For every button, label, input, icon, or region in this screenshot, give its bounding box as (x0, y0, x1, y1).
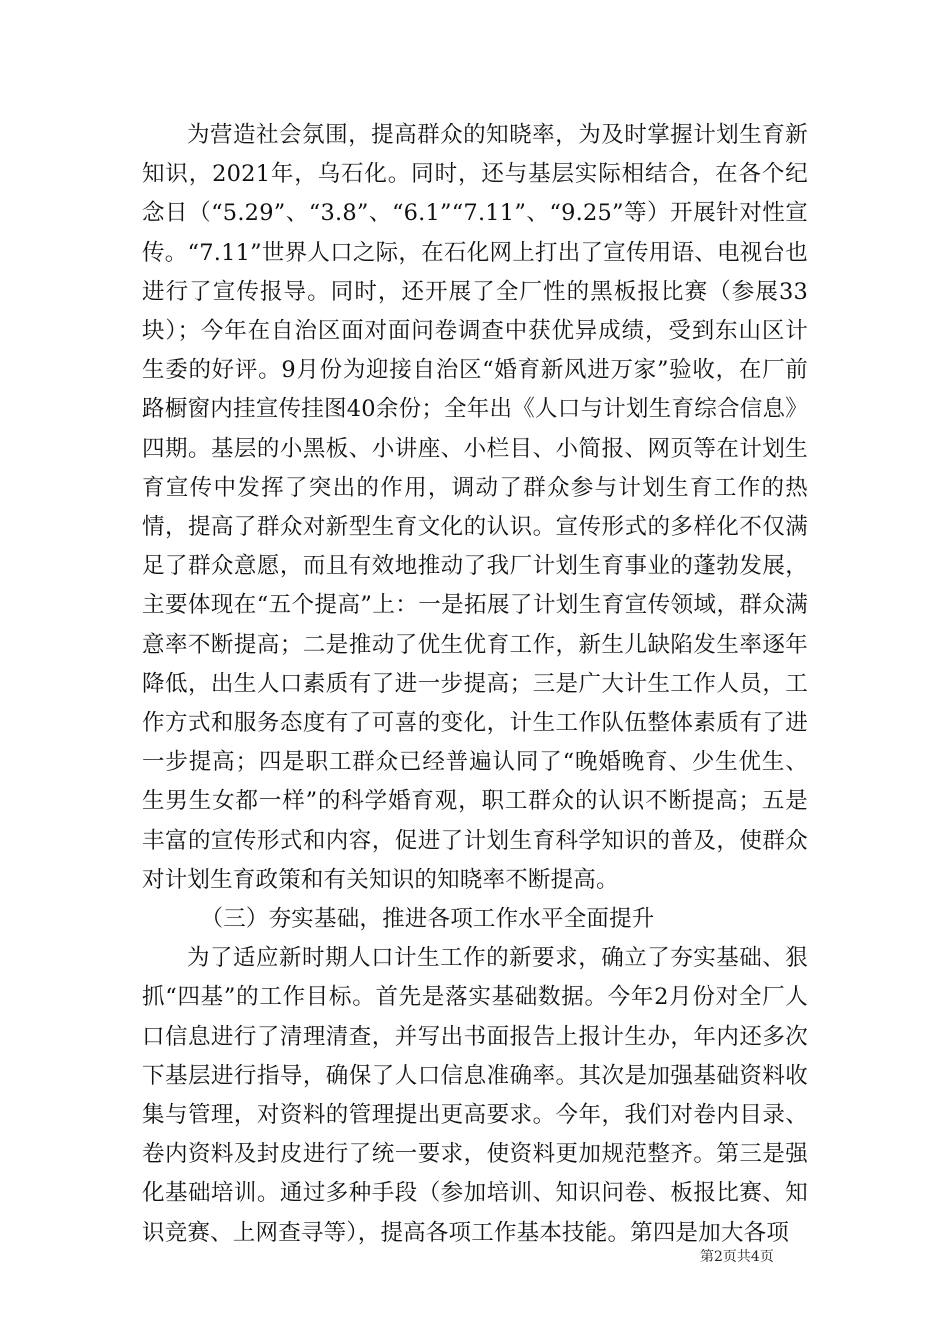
paragraph-foundation: 为了适应新时期人口计生工作的新要求，确立了夯实基础、狠抓“四基”的工作目标。首先是落实基础数据。今年2月份对全厂人口信息进行了清理清查，并写出书面报告上报计生办，年内还多次下基层进行指导，确保了人口信息准确率。其次是加强基础资料收集与管理，对资料的管理提出更高要求。今年，我们对卷内目录、卷内资料及封皮进行了统一要求，使资料更加规范整齐。第三是强化基础培训。通过多种手段（参加培训、知识问卷、板报比赛、知识竞赛、上网查寻等），提高各项工作基本技能。第四是加大各项 (142, 945, 808, 1246)
page-number-footer: 第2页共4页 (700, 1249, 774, 1265)
document-body (142, 116, 808, 1253)
paragraph-propaganda: 为营造社会氛围，提高群众的知晓率，为及时掌握计划生育新知识，2021年，乌石化。同时，还与基层实际相结合，在各个纪念日（“5.29”、“3.8”、“6.1”“7.11”、“9.25”等）开展针对性宣传。“7.11”世界人口之际，在石化网上打出了宣传用语、电视台也进行了宣传报导。同时，还开展了全厂性的黑板报比赛（参展33块）；今年在自治区面对面问卷调查中获优异成绩，受到东山区计生委的好评。9月份为迎接自治区“婚育新风进万家”验收，在厂前路橱窗内挂宣传挂图40余份；全年出《人口与计划生育综合信息》四期。基层的小黑板、小讲座、小栏目、小简报、网页等在计划生育宣传中发挥了突出的作用，调动了群众参与计划生育工作的热情，提高了群众对新型生育文化的认识。宣传形式的多样化不仅满足了群众意愿，而且有效地推动了我厂计划生育事业的蓬勃发展，主要体现在“五个提高”上：一是拓展了计划生育宣传领域，群众满意率不断提高；二是推动了优生优育工作，新生儿缺陷发生率逐年降低，出生人口素质有了进一步提高；三是广大计生工作人员，工作方式和服务态度有了可喜的变化，计生工作队伍整体素质有了进一步提高；四是职工群众已经普遍认同了“晚婚晚育、少生优生、生男生女都一样”的科学婚育观，职工群众的认识不断提高；五是丰富的宣传形式和内容，促进了计划生育科学知识的普及，使群众对计划生育政策和有关知识的知晓率不断提高。 (142, 122, 808, 893)
section-heading: （三）夯实基础，推进各项工作水平全面提升 (200, 906, 655, 933)
